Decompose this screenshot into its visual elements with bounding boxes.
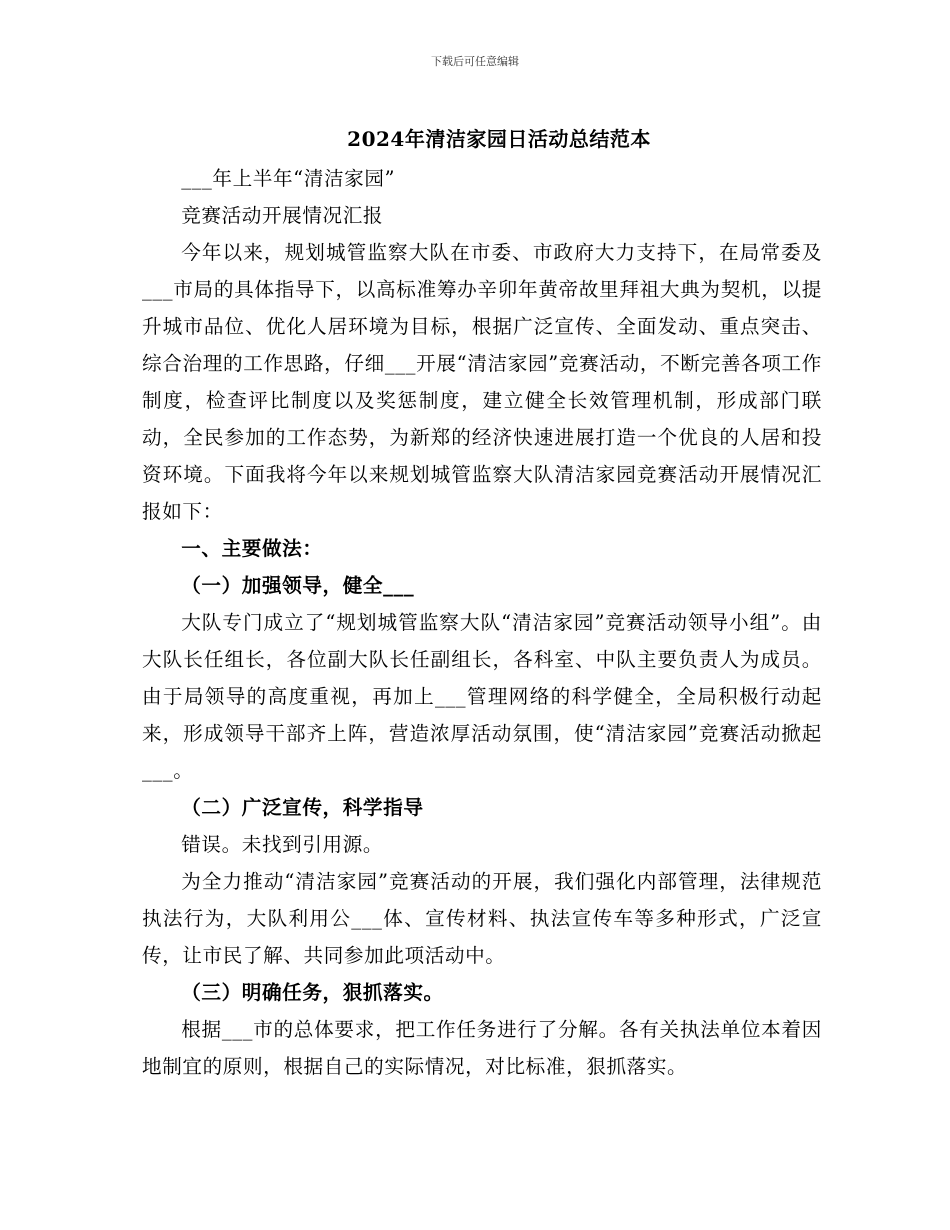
paragraph-leadership: 大队专门成立了“规划城管监察大队“清洁家园”竞赛活动领导小组”。由大队长任组长，各位副大队长任副组长，各科室、中队主要负责人为成员。由于局领导的高度重视，再加上___管理网络的科学健全，全局积极行动起来，形成领导干部齐上阵，营造浓厚活动氛围，使“清洁家园”竞赛活动掀起___。: [142, 611, 822, 782]
paragraph-tasks: 根据___市的总体要求，把工作任务进行了分解。各有关执法单位本着因地制宜的原则，根据自己的实际情况，对比标准，狠抓落实。: [142, 1018, 822, 1078]
paragraph-report-title: 竞赛活动开展情况汇报: [181, 204, 384, 227]
paragraph-intro: 今年以来，规划城管监察大队在市委、市政府大力支持下，在局常委及___市局的具体指导下，以高标准筹办辛卯年黄帝故里拜祖大典为契机，以提升城市品位、优化人居环境为目标，根据广泛宣传、全面发动、重点突击、综合治理的工作思路，仔细___开展“清洁家园”竞赛活动，不断完善各项工作制度，检查评比制度以及奖惩制度，建立健全长效管理机制，形成部门联动，全民参加的工作态势，为新郑的经济快速进展打造一个优良的人居和投资环境。下面我将今年以来规划城管监察大队清洁家园竞赛活动开展情况汇报如下：: [142, 241, 822, 523]
document-body: [142, 160, 822, 1085]
paragraph-reference-error: 错误。未找到引用源。: [181, 833, 384, 856]
paragraph-half-year-label: ___年上半年“清洁家园”: [181, 167, 396, 190]
subheading-tasks: （三）明确任务，狠抓落实。: [181, 981, 444, 1004]
paragraph-publicity: 为全力推动“清洁家园”竞赛活动的开展，我们强化内部管理，法律规范执法行为，大队利用公___体、宣传材料、执法宣传车等多种形式，广泛宣传，让市民了解、共同参加此项活动中。: [142, 870, 822, 967]
subheading-leadership: （一）加强领导，健全___: [181, 574, 415, 597]
subheading-publicity: （二）广泛宣传，科学指导: [181, 796, 424, 819]
document-title: 2024年清洁家园日活动总结范本: [347, 127, 651, 151]
header-note: 下载后可任意编辑: [431, 55, 519, 68]
section-heading-main-methods: 一、主要做法：: [181, 537, 323, 560]
